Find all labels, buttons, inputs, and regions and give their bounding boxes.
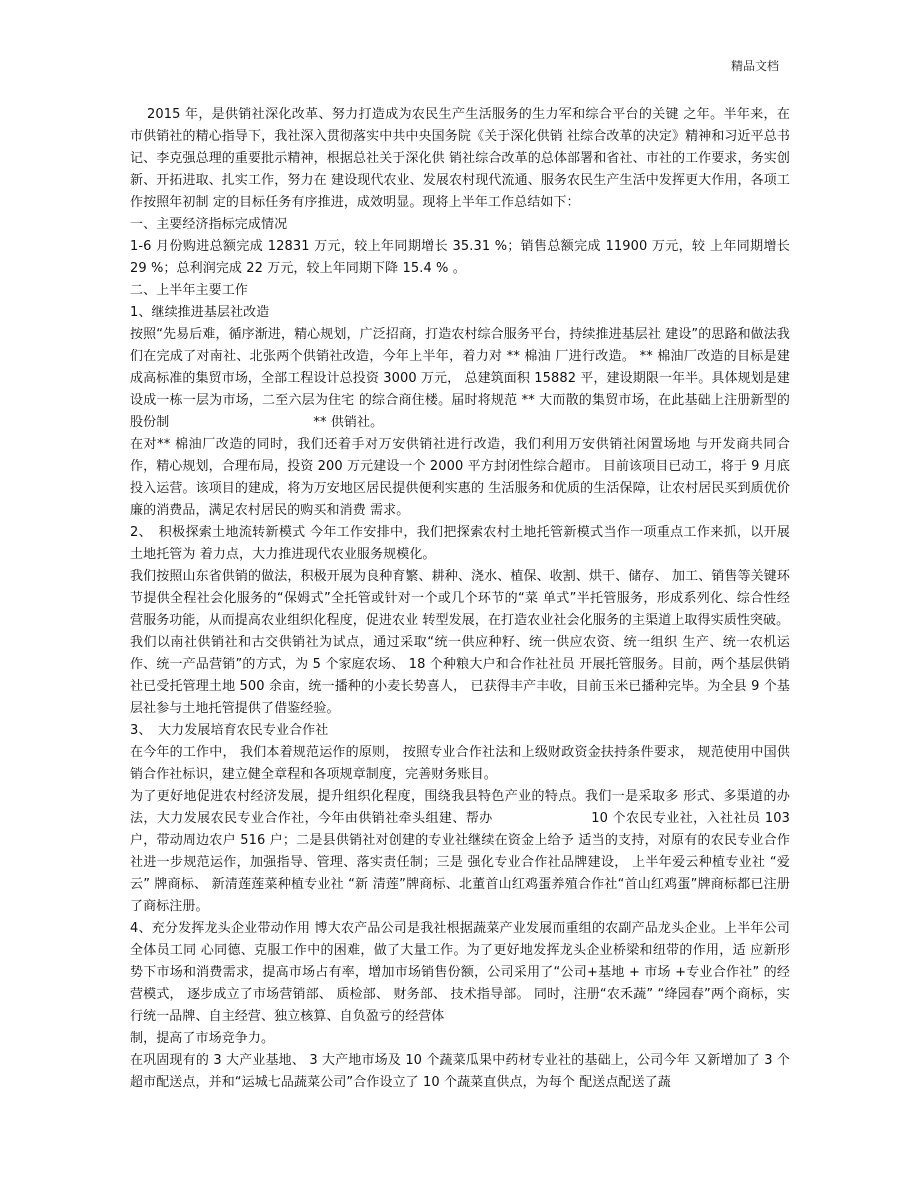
- leading-enterprise-paragraph-1: 4、充分发挥龙头企业带动作用 博大农产品公司是我社根据蔬菜产业发展而重组的农副产品龙头企业。上半年公司全体员工同 心同德、克服工作中的困难，做了大量工作。为了更好地发挥龙头企业桥梁和纽带的作用，适 应新形势下市场和消费需求，提高市场占有率，增加市场销售份额，公司采用了“公司+基地 + 市场 +专业合作社” 的经营模式， 逐步成立了市场营销部、 质检部、 财务部、 技术指导部。 同时，注册“农禾蔬” “绛园春”两个商标，实行统一品牌、自主经营、独立核算、自负盈亏的经营体: [130, 921, 790, 1024]
- land-transfer-paragraph-1: 2、 积极探索土地流转新模式 今年工作安排中，我们把探索农村土地托管新模式当作一项重点工作来抓，以开展土地托管为 着力点，大力推进现代农业服务规模化。: [130, 525, 790, 562]
- grassroots-paragraph-2: 在对** 棉油厂改造的同时，我们还着手对万安供销社进行改造，我们利用万安供销社闲置场地 与开发商共同合作，精心规划，合理布局，投资 200 万元建设一个 2000 平方封闭性综合超市。 目前该项目已动工，将于 9 月底投入运营。该项目的建成，将为万安地区居民提供便利实惠的 生活服务和优质的生活保障，让农村居民买到质优价廉的消费品，满足农村居民的购买和消费 需求。: [130, 437, 790, 518]
- indicators-paragraph: 1-6 月份购进总额完成 12831 万元，较上年同期增长 35.31 %；销售总额完成 11900 万元，较 上年同期增长 29 %；总利润完成 22 万元，较上年同期下降 15.4 % 。: [130, 239, 790, 276]
- land-transfer-paragraph-3: 我们以南社供销社和古交供销社为试点，通过采取“统一供应种籽、统一供应农资、统一组织 生产、统一农机运作、统一产品营销”的方式，为 5 个家庭农场、 18 个种粮大户和合作社社员 开展托管服务。目前，两个基层供销社已受托管理土地 500 余亩，统一播种的小麦长势喜人， 已获得丰产丰收，目前玉米已播种完毕。为全县 9 个基层社参与土地托管提供了借鉴经验。: [130, 635, 790, 716]
- intro-paragraph: 2015 年，是供销社深化改革、努力打造成为农民生产生活服务的生力军和综合平台的关键 之年。半年来，在市供销社的精心指导下，我社深入贯彻落实中共中央国务院《关于深化供销 社综合改革的决定》精神和习近平总书记、李克强总理的重要批示精神，根据总社关于深化供 销社综合改革的总体部署和省社、市社的工作要求，务实创新、开拓进取、扎实工作，努力在 建设现代农业、发展农村现代流通、服务农民生产生活中发挥更大作用，各项工作按照年初制 定的目标任务有序推进，成效明显。现将上半年工作总结如下：: [130, 107, 790, 210]
- header-mark: 精品文档: [730, 59, 779, 73]
- cooperatives-paragraph-1: 在今年的工作中， 我们本着规范运作的原则， 按照专业合作社法和上级财政资金扶持条件要求， 规范使用中国供销合作社标识，建立健全章程和各项规章制度，完善财务账目。: [130, 745, 790, 782]
- subheading-cooperatives: 3、 大力发展培育农民专业合作社: [130, 723, 329, 738]
- leading-enterprise-paragraph-2: 制，提高了市场竞争力。: [130, 1031, 275, 1046]
- section-heading-indicators: 一、主要经济指标完成情况: [130, 217, 288, 232]
- leading-enterprise-paragraph-3: 在巩固现有的 3 大产业基地、 3 大产地市场及 10 个蔬菜瓜果中药材专业社的基础上，公司今年 又新增加了 3 个超市配送点，并和“运城七品蔬菜公司”合作设立了 10 个蔬菜直供点，为每个 配送点配送了蔬: [130, 1053, 790, 1090]
- cooperatives-paragraph-2: 为了更好地促进农村经济发展，提升组织化程度，围绕我县特色产业的特点。我们一是采取多 形式、多渠道的办法，大力发展农民专业合作社，今年由供销社牵头组建、帮办 10 个农民专业社，入社社员 103 户，带动周边农户 516 户；二是县供销社对创建的专业社继续在资金上给予 适当的支持，对原有的农民专业合作社进一步规范运作，加强指导、管理、落实责任制；三是 强化专业合作社品牌建设， 上半年爱云种植专业社 “爱云” 牌商标、 新清莲莲菜种植专业社 “新 清莲”牌商标、北董首山红鸡蛋养殖合作社“首山红鸡蛋”牌商标都已注册了商标注册。: [130, 789, 790, 914]
- subheading-grassroots-reform: 1、继续推进基层社改造: [130, 305, 270, 320]
- section-heading-main-work: 二、上半年主要工作: [130, 283, 248, 298]
- document-body: [130, 104, 790, 1094]
- grassroots-paragraph-1: 按照“先易后难，循序渐进，精心规划，广泛招商，打造农村综合服务平台，持续推进基层社 建设”的思路和做法我们在完成了对南社、北张两个供销社改造，今年上半年，着力对 ** 棉油 厂进行改造。 ** 棉油厂改造的目标是建成高标准的集贸市场，全部工程设计总投资 3000 万元， 总建筑面积 15882 平，建设期限一年半。具体规划是建设成一栋一层为市场，二至六层为住宅 的综合商住楼。届时将规范 ** 大而散的集贸市场，在此基础上注册新型的股份制 ** 供销社。: [130, 327, 790, 430]
- land-transfer-paragraph-2: 我们按照山东省供销的做法，积极开展为良种育繁、耕种、浇水、植保、收割、烘干、储存、 加工、销售等关键环节提供全程社会化服务的“保姆式”全托管或针对一个或几个环节的“菜 单式”半托管服务，形成系列化、综合性经营服务功能，从而提高农业组织化程度，促进农业 转型发展，在打造农业社会化服务的主渠道上取得实质性突破。: [130, 569, 790, 628]
